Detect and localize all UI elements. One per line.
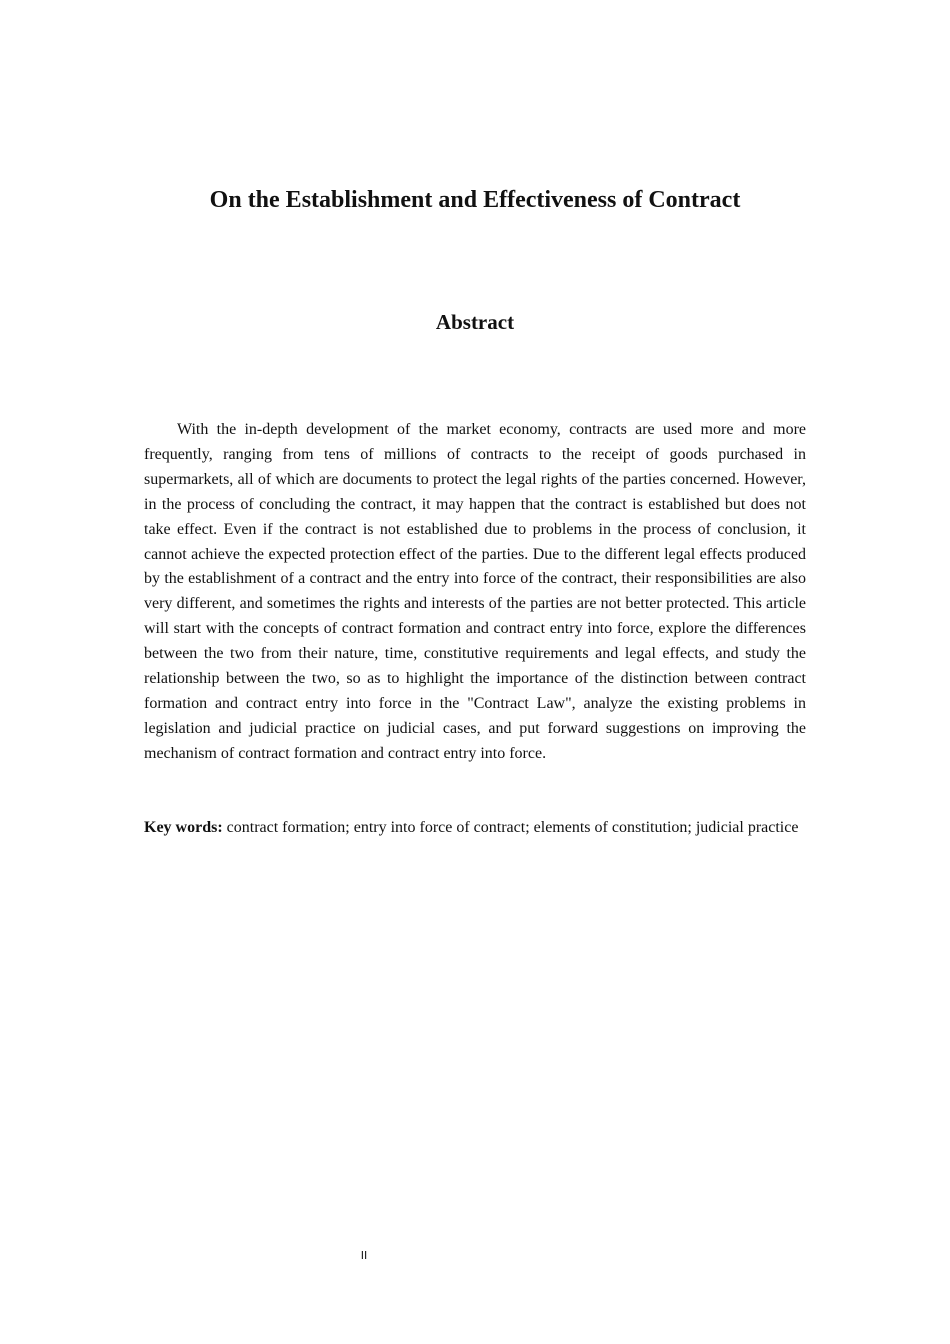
page-number: II <box>360 1249 368 1262</box>
keywords-paragraph <box>144 816 806 841</box>
document-title: On the Establishment and Effectiveness of Contract <box>209 187 741 213</box>
abstract-heading: Abstract <box>435 310 515 334</box>
abstract-paragraph: With the in-depth development of the market economy, contracts are used more and more frequently, ranging from tens of millions of contracts to the receipt of goods purchased in supermarkets, all of which are documents to protect the legal rights of the parties concerned. However, in the process of concluding the contract, it may happen that the contract is established but does not take effect. Even if the contract is not established due to problems in the process of conclusion, it cannot achieve the expected protection effect of the parties. Due to the different legal effects produced by the establishment of a contract and the entry into force of the contract, their responsibilities are also very different, and sometimes the rights and interests of the parties are not better protected. This article will start with the concepts of contract formation and contract entry into force, explore the differences between the two from their nature, time, constitutive requirements and legal effects, and study the relationship between the two, so as to highlight the importance of the distinction between contract formation and contract entry into force in the "Contract Law", analyze the existing problems in legislation and judicial practice on judicial cases, and put forward suggestions on improving the mechanism of contract formation and contract entry into force. <box>144 421 806 762</box>
keywords-label: Key words: <box>144 819 223 836</box>
keywords-text: contract formation; entry into force of contract; elements of constitution; judicial practice <box>222 819 799 836</box>
